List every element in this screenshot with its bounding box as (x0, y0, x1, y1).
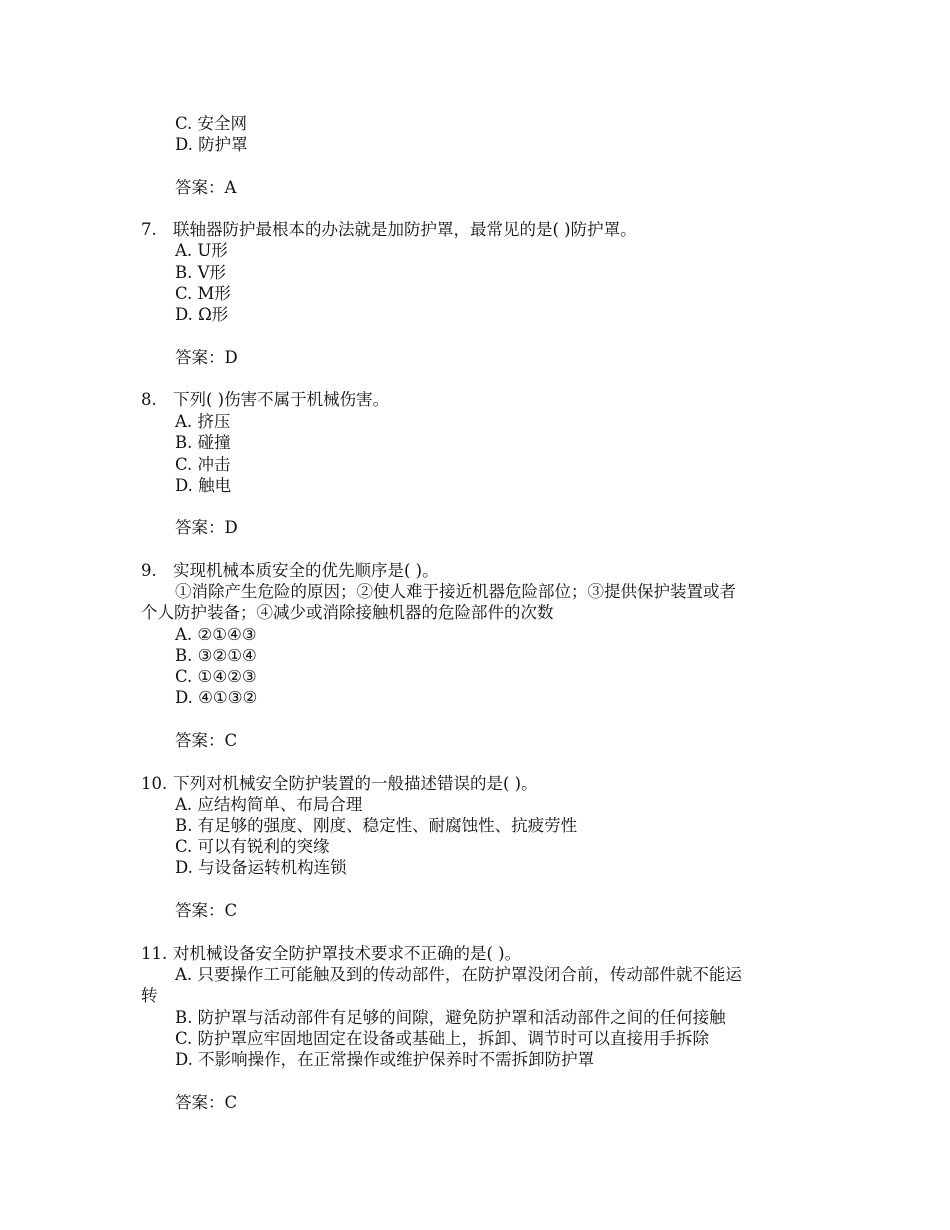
option-d: D. 触电 (175, 476, 232, 495)
question-8-stem (141, 389, 389, 411)
question-text: 下列对机械安全防护装置的一般描述错误的是( )。 (173, 774, 538, 793)
question-number: 9. (141, 561, 157, 580)
question-number: 8. (141, 390, 157, 409)
option-a: A. ②①④③ (175, 625, 257, 644)
option-b: B. 碰撞 (175, 433, 231, 452)
option-d: D. 不影响操作，在正常操作或维护保养时不需拆卸防护罩 (175, 1050, 595, 1069)
option-c: C. 防护罩应牢固地固定在设备或基础上，拆卸、调节时可以直接用手拆除 (175, 1029, 710, 1048)
option-c: C. M形 (175, 284, 231, 303)
question-9-detail-line-1: ①消除产生危险的原因；②使人难于接近机器危险部位；③提供保护装置或者 (175, 582, 736, 601)
question-number: 7. (141, 220, 157, 239)
question-11-stem (141, 943, 521, 965)
option-b: B. V形 (175, 263, 227, 282)
option-a: A. 应结构简单、布局合理 (175, 795, 363, 814)
question-number: 11. (141, 944, 168, 963)
question-9-detail-line-2: 个人防护装备；④减少或消除接触机器的危险部件的次数 (141, 603, 554, 622)
question-text: 联轴器防护最根本的办法就是加防护罩，最常见的是( )防护罩。 (173, 220, 637, 239)
answer-text: 答案：D (175, 518, 238, 537)
option-a-continuation: 转 (141, 986, 158, 1005)
option-c: C. 冲击 (175, 455, 231, 474)
answer-text: 答案：C (175, 731, 238, 750)
option-a: A. 挤压 (175, 412, 231, 431)
question-text: 实现机械本质安全的优先顺序是( )。 (173, 561, 439, 580)
option-c: C. ①④②③ (175, 667, 257, 686)
option-d: D. 与设备运转机构连锁 (175, 858, 347, 877)
question-text: 下列( )伤害不属于机械伤害。 (173, 390, 390, 409)
option-d: D. 防护罩 (175, 135, 248, 154)
question-text: 对机械设备安全防护罩技术要求不正确的是( )。 (173, 944, 522, 963)
answer-text: 答案：C (175, 1093, 238, 1112)
question-7-stem (141, 219, 637, 241)
answer-text: 答案：A (175, 178, 237, 197)
answer-text: 答案：D (175, 348, 238, 367)
option-c: C. 可以有锐利的突缘 (175, 837, 330, 856)
option-d: D. Ω形 (175, 305, 229, 324)
option-b: B. ③②①④ (175, 646, 257, 665)
option-b: B. 有足够的强度、刚度、稳定性、耐腐蚀性、抗疲劳性 (175, 816, 578, 835)
answer-text: 答案：C (175, 901, 238, 920)
option-a: A. U形 (175, 241, 228, 260)
option-a: A. 只要操作工可能触及到的传动部件，在防护罩没闭合前，传动部件就不能运 (175, 965, 742, 984)
option-c: C. 安全网 (175, 114, 248, 133)
option-b: B. 防护罩与活动部件有足够的间隙，避免防护罩和活动部件之间的任何接触 (175, 1008, 726, 1027)
question-9-stem (141, 560, 439, 582)
question-number: 10. (141, 774, 168, 793)
option-d: D. ④①③② (175, 688, 258, 707)
question-10-stem (141, 773, 538, 795)
